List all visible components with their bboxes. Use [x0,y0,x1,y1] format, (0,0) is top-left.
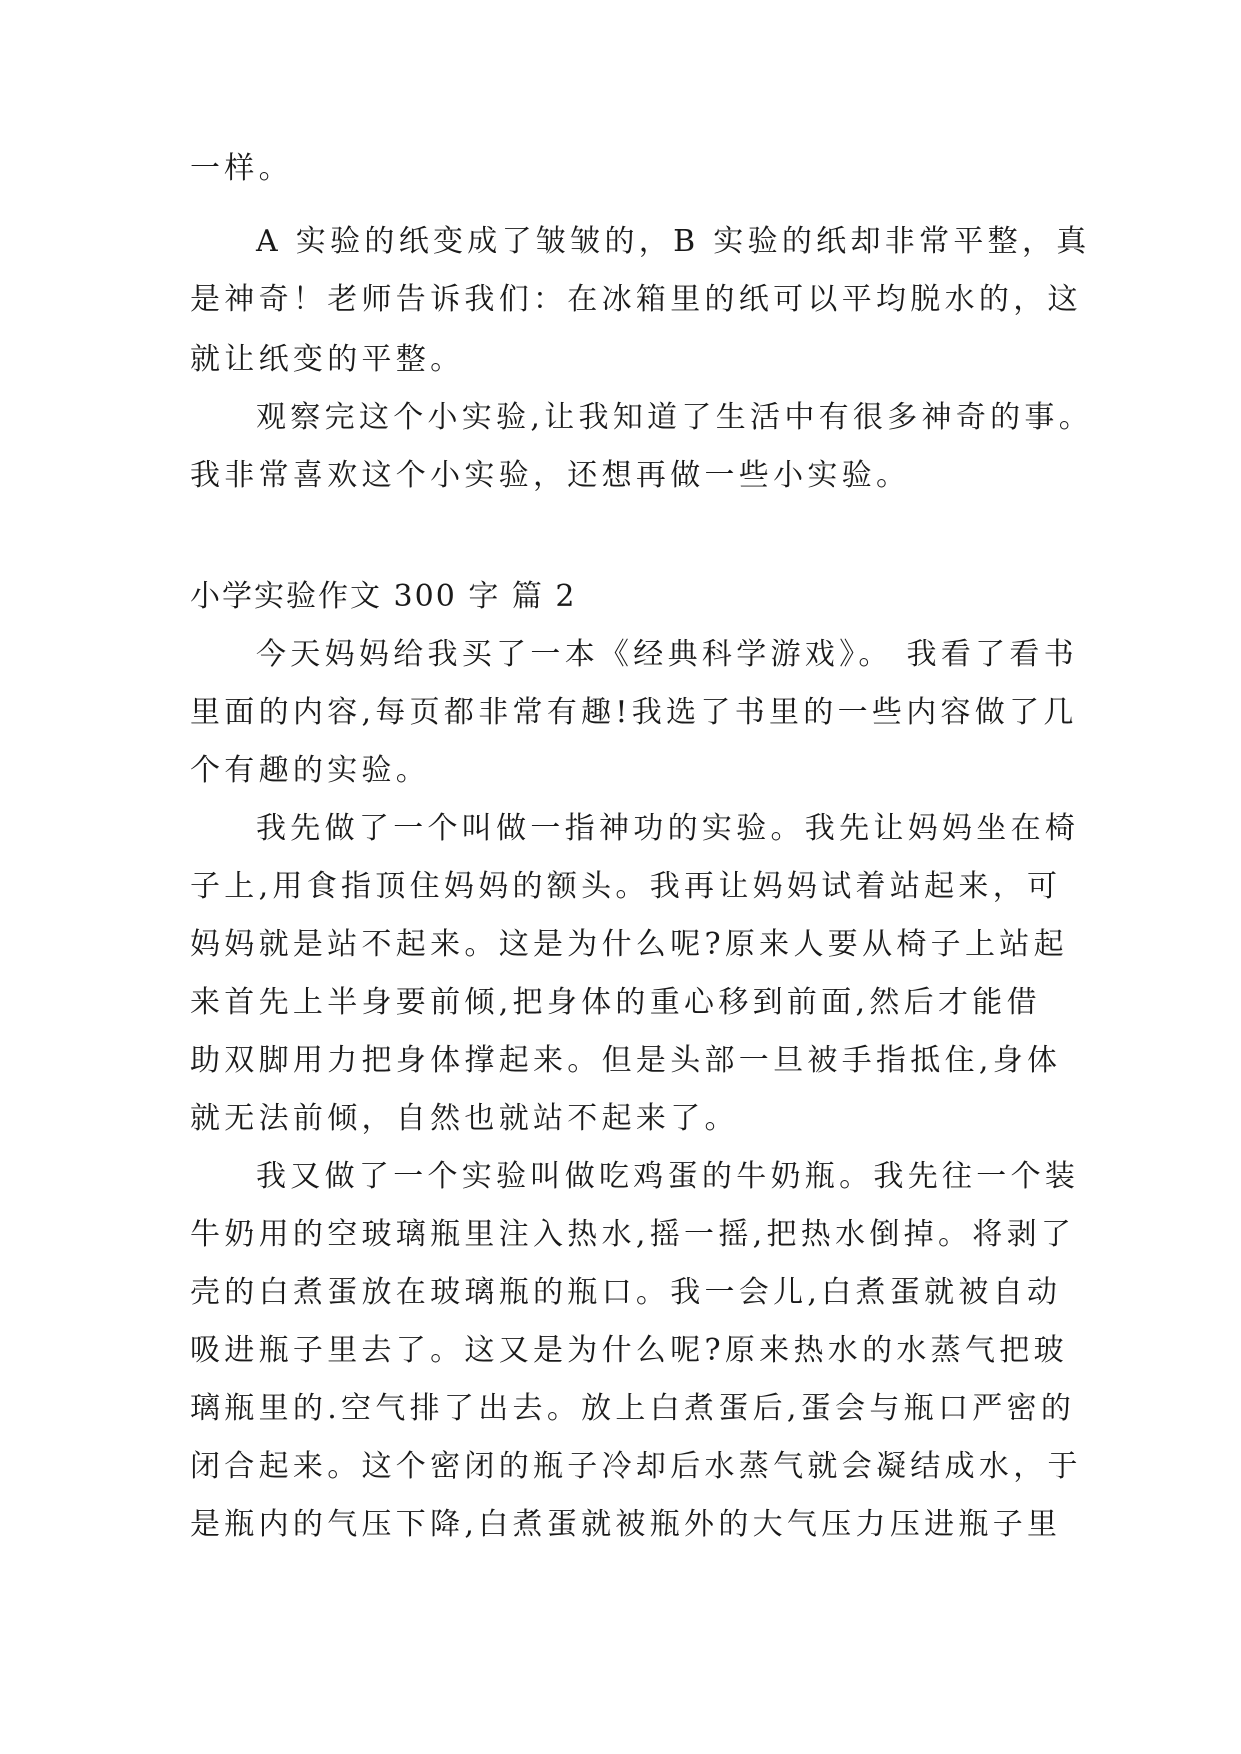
paragraph-first-line: 我先做了一个叫做一指神功的实验。我先让妈妈坐在椅 [256,811,1080,846]
paragraph-first-line: 今天妈妈给我买了一本《经典科学游戏》。 我看了看书 [256,637,1079,672]
text-line: 个有趣的实验。 [190,753,431,788]
text-line: 里面的内容,每页都非常有趣!我选了书里的一些内容做了几 [190,695,1078,730]
section-heading: 小学实验作文 300 字 篇 2 [190,579,577,614]
text-line: 来首先上半身要前倾,把身体的重心移到前面,然后才能借 [190,985,1041,1020]
text-line: 是神奇！老师告诉我们：在冰箱里的纸可以平均脱水的，这 [190,282,1082,317]
paragraph-first-line: 我又做了一个实验叫做吃鸡蛋的牛奶瓶。我先往一个装 [256,1159,1080,1194]
text-line: 闭合起来。这个密闭的瓶子冷却后水蒸气就会凝结成水，于 [190,1449,1082,1484]
text-line: 壳的白煮蛋放在玻璃瓶的瓶口。我一会儿,白煮蛋就被自动 [190,1275,1062,1310]
text-line: 我非常喜欢这个小实验，还想再做一些小实验。 [190,458,911,493]
text-line: 一样。 [190,151,293,186]
text-line: 妈妈就是站不起来。这是为什么呢?原来人要从椅子上站起 [190,927,1068,962]
text-line: 子上,用食指顶住妈妈的额头。我再让妈妈试着站起来，可 [190,869,1062,904]
text-line: 就无法前倾，自然也就站不起来了。 [190,1101,739,1136]
text-line: 吸进瓶子里去了。这又是为什么呢?原来热水的水蒸气把玻 [190,1333,1068,1368]
text-line: 就让纸变的平整。 [190,342,465,377]
text-line: 璃瓶里的.空气排了出去。放上白煮蛋后,蛋会与瓶口严密的 [190,1391,1076,1426]
text-line: 是瓶内的气压下降,白煮蛋就被瓶外的大气压力压进瓶子里 [190,1507,1062,1542]
text-line: 牛奶用的空玻璃瓶里注入热水,摇一摇,把热水倒掉。将剥了 [190,1217,1076,1252]
paragraph-first-line: 观察完这个小实验,让我知道了生活中有很多神奇的事。 [256,400,1094,435]
paragraph-first-line: A 实验的纸变成了皱皱的，B 实验的纸却非常平整，真 [256,224,1091,259]
text-line: 助双脚用力把身体撑起来。但是头部一旦被手指抵住,身体 [190,1043,1062,1078]
